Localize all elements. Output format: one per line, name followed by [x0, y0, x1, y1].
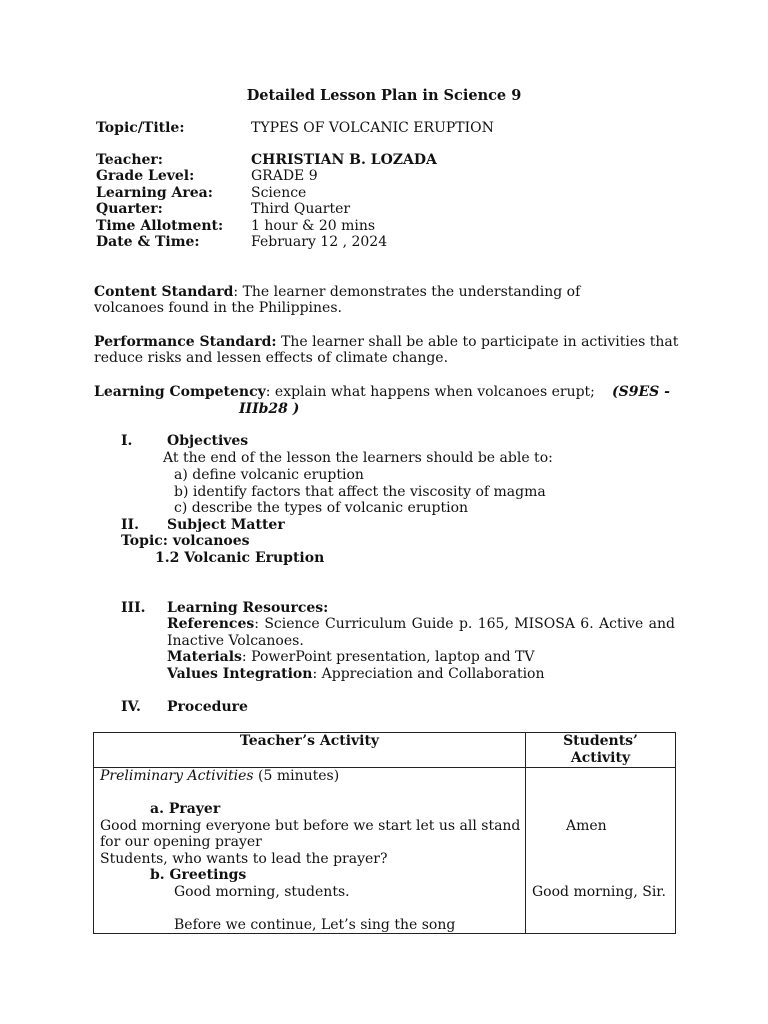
- competency-code-2: IIIb28 ): [239, 401, 300, 417]
- time-allotment-value: 1 hour & 20 mins: [251, 218, 376, 234]
- objectives-heading: Objectives: [167, 433, 249, 449]
- subject-subtopic: 1.2 Volcanic Eruption: [155, 550, 325, 566]
- students-header-line-1: Students’: [563, 733, 638, 749]
- teacher-activity-cell: [94, 768, 526, 934]
- quarter-label: Quarter:: [96, 201, 163, 217]
- competency-code-1: (S9ES -: [612, 384, 670, 400]
- greetings-line: Before we continue, Let’s sing the song: [174, 917, 456, 933]
- document-title: Detailed Lesson Plan in Science 9: [246, 87, 522, 104]
- greetings-heading: b. Greetings: [150, 867, 247, 883]
- teacher-label: Teacher:: [96, 152, 163, 168]
- learning-competency: [94, 384, 674, 401]
- grade-label: Grade Level:: [96, 168, 195, 184]
- preliminary-duration: (5 minutes): [253, 768, 340, 784]
- content-standard-text-2: volcanoes found in the Philippines.: [94, 300, 342, 316]
- procedure-numeral: IV.: [121, 699, 141, 715]
- learning-competency-label: Learning Competency: [94, 384, 266, 400]
- students-activity-header: [526, 733, 676, 768]
- preliminary-label: Preliminary Activities: [100, 768, 254, 784]
- topic-value: TYPES OF VOLCANIC ERUPTION: [251, 120, 494, 136]
- procedure-heading: Procedure: [167, 699, 248, 715]
- values-integration: [167, 666, 545, 683]
- prayer-heading: a. Prayer: [150, 801, 221, 817]
- table-row: [94, 768, 676, 934]
- content-standard-label: Content Standard: [94, 284, 234, 300]
- resources-numeral: III.: [121, 600, 146, 616]
- grade-value: GRADE 9: [251, 168, 318, 184]
- values-text: : Appreciation and Collaboration: [312, 666, 545, 682]
- values-label: Values Integration: [167, 666, 313, 682]
- content-standard-text-1: : The learner demonstrates the understanding of: [233, 284, 581, 300]
- preliminary-activities: [100, 768, 339, 785]
- time-allotment-label: Time Allotment:: [96, 218, 224, 234]
- references-text: : Science Curriculum Guide p. 165, MISOSA 6. Active and Inactive Volcanoes.: [167, 616, 675, 649]
- learning-area-label: Learning Area:: [96, 185, 213, 201]
- learning-competency-text: : explain what happens when volcanoes erupt;: [265, 384, 595, 400]
- teacher-activity-header: Teacher’s Activity: [94, 733, 526, 768]
- greetings-line: Good morning, students.: [174, 884, 350, 900]
- materials: [167, 649, 535, 666]
- procedure-table: [93, 732, 676, 934]
- student-response: Good morning, Sir.: [532, 884, 666, 900]
- students-header-line-2: Activity: [570, 749, 631, 766]
- student-response: Amen: [566, 818, 607, 834]
- learning-area-value: Science: [251, 185, 307, 201]
- objective-item: c) describe the types of volcanic eruption: [174, 500, 469, 516]
- subject-topic: Topic: volcanoes: [121, 533, 250, 549]
- quarter-value: Third Quarter: [251, 201, 351, 217]
- materials-text: : PowerPoint presentation, laptop and TV: [241, 649, 535, 665]
- objective-item: b) identify factors that affect the viscosity of magma: [174, 484, 546, 500]
- performance-standard-text-2: reduce risks and lessen effects of climate change.: [94, 350, 449, 366]
- resources-heading: Learning Resources:: [167, 600, 329, 616]
- references: [167, 616, 675, 649]
- subject-matter-numeral: II.: [121, 517, 139, 533]
- performance-standard-text-1: The learner shall be able to participate in activities that: [276, 334, 679, 350]
- topic-label: Topic/Title:: [96, 120, 185, 136]
- references-label: References: [167, 616, 255, 632]
- prayer-line: Students, who wants to lead the prayer?: [100, 851, 388, 867]
- prayer-line: for our opening prayer: [100, 834, 262, 850]
- prayer-line: Good morning everyone but before we start let us all stand: [100, 818, 521, 834]
- table-header-row: [94, 733, 676, 768]
- materials-label: Materials: [167, 649, 242, 665]
- students-activity-cell: [526, 768, 676, 934]
- date-time-value: February 12 , 2024: [251, 234, 388, 250]
- content-standard: [94, 284, 580, 301]
- performance-standard: [94, 334, 678, 351]
- subject-matter-heading: Subject Matter: [167, 517, 285, 533]
- objectives-numeral: I.: [121, 433, 133, 449]
- teacher-value: CHRISTIAN B. LOZADA: [251, 152, 437, 168]
- objective-item: a) define volcanic eruption: [174, 467, 364, 483]
- objectives-intro: At the end of the lesson the learners should be able to:: [163, 450, 553, 466]
- date-time-label: Date & Time:: [96, 234, 200, 250]
- performance-standard-label: Performance Standard:: [94, 334, 277, 350]
